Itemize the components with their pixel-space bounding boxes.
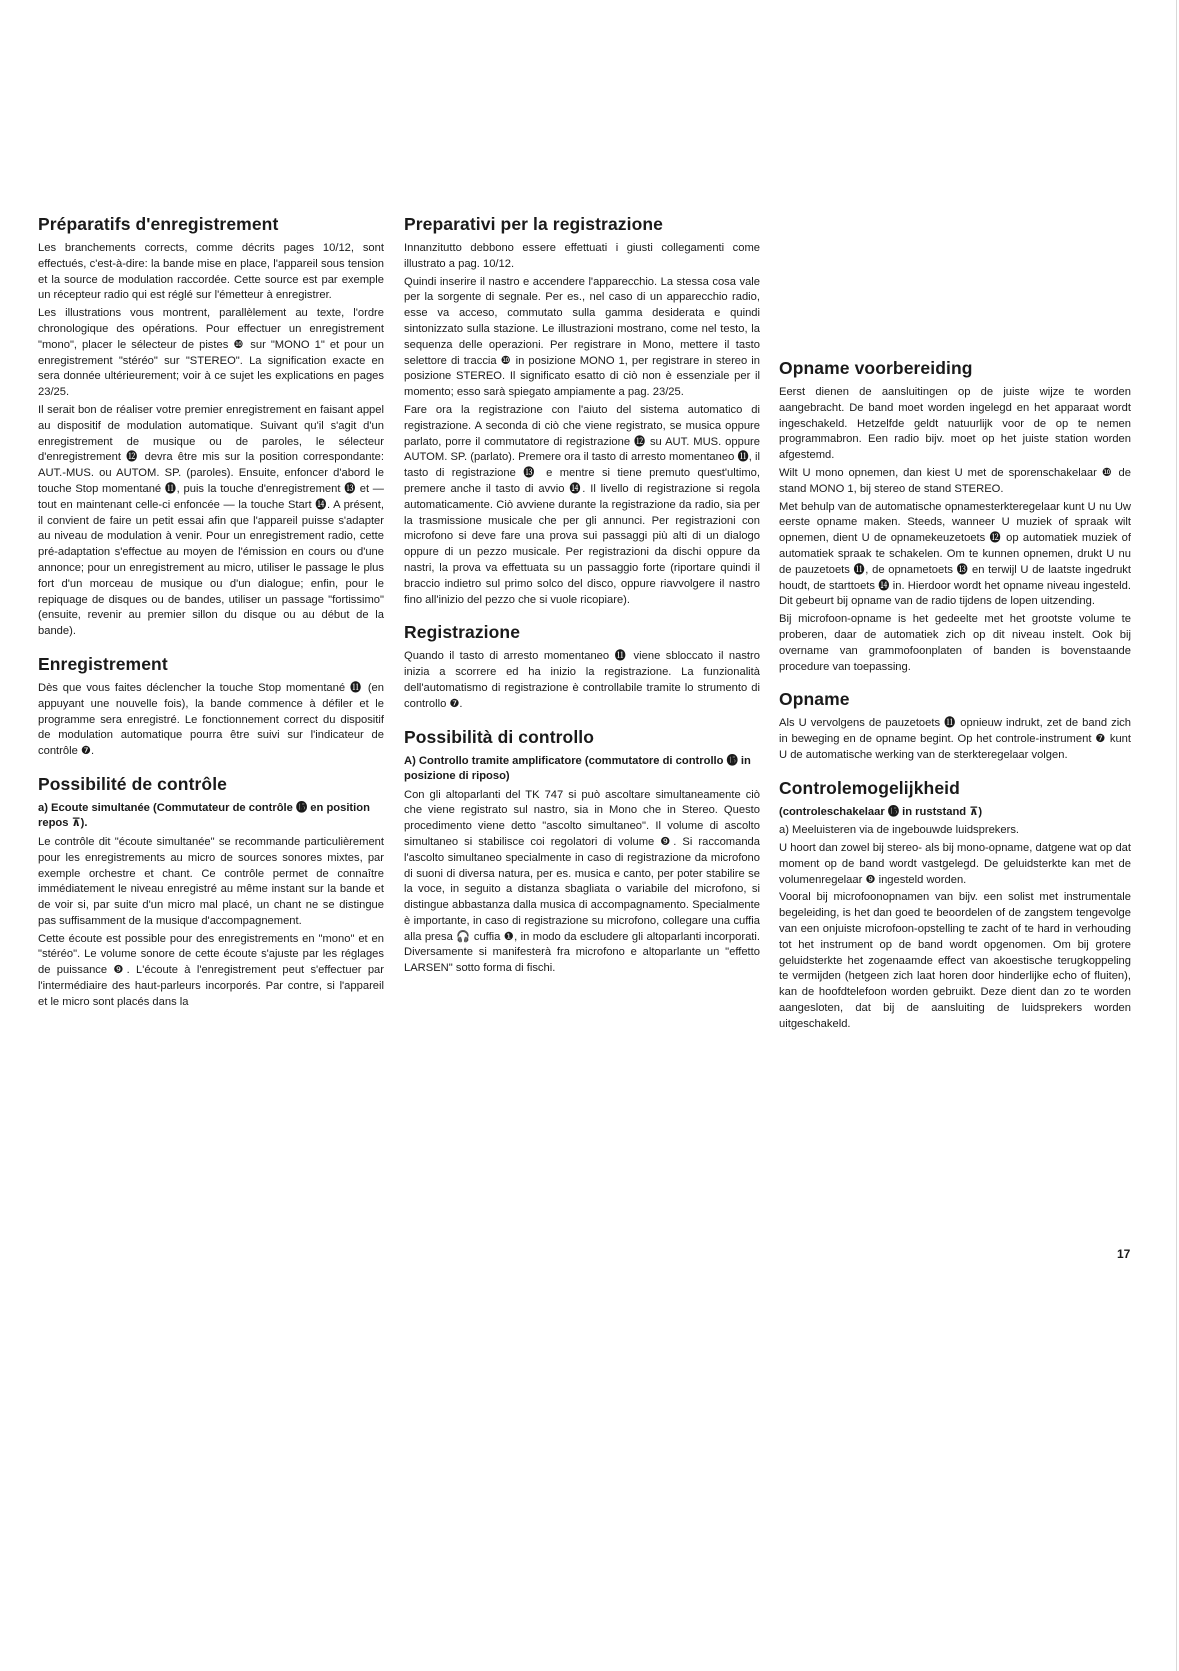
nl-preparation-paragraph-2: Wilt U mono opnemen, dan kiest U met de sporenschakelaar ❿ de stand MONO 1, bij stereo de stand STEREO. (779, 466, 1131, 495)
nl-monitoring-paragraph-1: U hoort dan zowel bij stereo- als bij mono-opname, datgene wat op dat moment op de band wordt vastgelegd. De geluidsterkte kan met de volumenregelaar ❾ ingesteld worden. (779, 842, 1131, 886)
nl-monitoring-paragraph-0: a) Meeluisteren via de ingebouwde luidsprekers. (779, 824, 1020, 837)
it-monitoring-title: Possibilità di controllo (404, 726, 595, 747)
fr-monitoring-paragraph-1: Le contrôle dit "écoute simultanée" se recommande particulièrement pour les enregistrements au micro de sources sonores mixtes, par exemple orchestre et chant. Ce contrôle permet de connaître immédiatement le niveau enregistré au même instant sur la bande et de voir si, par suite d'un micro mal placé, un chant ne se distingue pas suffisamment de la musique d'accompagnement. (38, 835, 384, 927)
fr-monitoring-paragraph-2: Cette écoute est possible pour des enregistrements en "mono" et en "stéréo". Le volume sonore de cette écoute s'ajuste par les réglages de puissance ❾. L'écoute à l'enregistrement peut s'effectuer par l'intermédiaire des haut-parleurs incorporés. Par contre, si l'appareil et le micro sont placés dans la (38, 932, 384, 1008)
it-preparation-paragraph-2: Quindi inserire il nastro e accendere l'apparecchio. La stessa cosa vale per la sorgente di segnale. Per es., nel caso di un apparecchio radio, esse va acceso, commutato sulla gamma desiderata e quindi sintonizzato sulla stazione. Le illustrazioni mostrano, come nel testo, la sequenza delle operazioni. Per registrare in Mono, mettere il tasto selettore di traccia ❿ in posizione MONO 1, per registrare in stereo in posizione STEREO. Il significato esatto di ciò non è essenziale per il momento; esso sarà spiegato ampiamente a pag. 23/25. (404, 275, 760, 399)
fr-recording-paragraph: Dès que vous faites déclencher la touche Stop momentané ⓫ (en appuyant une nouvelle fois), la bande commence à défiler et le programme sera enregistré. Le fonctionnement correct du dispositif de modulation automatique pourra être suivi sur l'indicateur de contrôle ❼. (38, 681, 384, 758)
it-recording-paragraph: Quando il tasto di arresto momentaneo ⓫ viene sbloccato il nastro inizia a scorrere ed ha inizio la registrazione. La funzionalità dell'automatismo di registrazione è controllabile tramite lo strumento di controllo ❼. (404, 650, 760, 710)
dutch-column (779, 358, 1131, 1033)
it-preparation-paragraph-3: Fare ora la registrazione con l'aiuto del sistema automatico di registrazione. A seconda di ciò che viene registrato, se musica oppure parlato, porre il commutatore di registrazione ⓬ su AUT. MUS. oppure AUTOM. SP. (parlato). Premere ora il tasto di arresto momentaneo ⓫, il tasto di registrazione ⓭ e mentre si tiene premuto quest'ultimo, premere anche il tasto di avvio ⓮. Il livello di registrazione si regola automaticamente. Ciò avviene durante la registrazione da radio, sia per la trasmissione musicale che per gli annunci. Per registrazioni con microfono si deve fare una prova sui passaggi più alti di un dialogo oppure di un pezzo musicale. Per registrazioni da dischi oppure da nastri, la prova va effettuata su un passaggio forte (riportare quindi il braccio indietro sul primo solco del disco, oppure riavvolgere il nastro fino all'inizio del pezzo che si vuole ricopiare). (404, 403, 760, 606)
french-column (38, 214, 384, 1011)
it-monitoring-paragraph-1: Con gli altoparlanti del TK 747 si può ascoltare simultaneamente ciò che viene registrato sul nastro, sia in Mono che in Stereo. Questo procedimento viene detto "ascolto simultaneo". Il volume di ascolto simultaneo si stabilisce coi regolatori di volume ❾. Si raccomanda l'ascolto simultaneo specialmente in caso di registrazione da microfono di suoni di diversa natura, per es. musica e canto, per poter stabilire se la voce, in seguito a distanza sbagliata o variabile del microfono, si distingue abbastanza dalla musica di accompagnamento. Specialmente è importante, in caso di registrazione su microfono, collegare una cuffia alla presa 🎧 cuffia ❶, in modo da escludere gli altoparlanti incorporati. Diversamente si manifesterà fra microfono e altoparlante un "effetto LARSEN" sotto forma di fischi. (404, 788, 760, 975)
nl-recording-paragraph: Als U vervolgens de pauzetoets ⓫ opnieuw indrukt, zet de band zich in beweging en de opname begint. Op het controle-instrument ❼ kunt U de automatische werking van de sterkteregelaar volgen. (779, 717, 1131, 761)
nl-preparation-paragraph-4: Bij microfoon-opname is het gedeelte met het grootste volume te proberen, daar de automatiek zich op dit niveau instelt. Ook bij overname van grammofoonplaten of banden is bovenstaande procedure van toepassing. (779, 613, 1131, 673)
nl-monitoring-title: Controlemogelijkheid (779, 777, 960, 798)
it-preparation-paragraph-1: Innanzitutto debbono essere effettuati i giusti collegamenti come illustrato a pag. 10/12. (404, 242, 760, 270)
fr-monitoring-subtitle: a) Ecoute simultanée (Commutateur de contrôle ⓯ en position repos ⊼). (38, 801, 370, 830)
nl-preparation-title: Opname voorbereiding (779, 358, 973, 378)
fr-monitoring-title: Possibilité de contrôle (38, 773, 228, 794)
fr-preparation-paragraph-3: Il serait bon de réaliser votre premier enregistrement en faisant appel au dispositif de modulation automatique. Suivant qu'il s'agit d'un enregistrement de musique ou de paroles, le sélecteur d'enregistrement ⓬ devra être mis sur la position correspondante: AUT.-MUS. ou AUTOM. SP. (paroles). Ensuite, enfoncer d'abord le touche Stop momentané ⓫, puis la touche d'enregistrement ⓭ et — tout en maintenant celle-ci enfoncée — la touche Start ⓮. A présent, il convient de faire un petit essai afin que l'appareil puisse s'adapter au niveau de modulation à venir. Pour un enregistrement radio, cette pré-adaptation s'effectue au moyen de l'émission en cours ou d'une annonce; pour un enregistrement au micro, utiliser le passage le plus fort d'un morceau de musique ou d'un dialogue; enfin, pour le repiquage de disques ou de bandes, utiliser un passage "fortissimo" (ensuite, revenir au premier sillon du disque ou au début de la bande). (38, 403, 384, 638)
nl-preparation-paragraph-1: Eerst dienen de aansluitingen op de juiste wijze te worden aangebracht. De band moet worden ingelegd en het apparaat wordt ingeschakeld. Hetzelfde geldt natuurlijk voor de op te nemen programmabron. Een radio bijv. moet op het juiste station worden afgestemd. (779, 386, 1131, 462)
nl-recording-title: Opname (779, 689, 850, 710)
italian-column (404, 214, 760, 977)
nl-monitoring-subtitle: (controleschakelaar ⓯ in ruststand ⊼) (779, 805, 983, 818)
it-monitoring-subtitle: A) Controllo tramite amplificatore (commutatore di controllo ⓯ in posizione di riposo) (404, 754, 751, 783)
fr-preparation-paragraph-1: Les branchements corrects, comme décrits pages 10/12, sont effectués, c'est-à-dire: la bande mise en place, l'appareil sous tension et la source de modulation raccordée. Cette source est par exemple un récepteur radio qui est réglé sur l'émetteur à enregistrer. (38, 242, 384, 302)
it-preparation-title: Preparativi per la registrazione (404, 214, 664, 234)
nl-preparation-paragraph-3: Met behulp van de automatische opnamesterkteregelaar kunt U nu Uw eerste opname maken. Steeds, wanneer U muziek of spraak wilt opnemen, dient U de opnamekeuzetoets ⓬ op automatiek muziek of automatiek spraak te schakelen. Om te kunnen opnemen, drukt U nu de pauzetoets ⓫, de opnametoets ⓭ en terwijl U de laatste ingedrukt houdt, de starttoets ⓮ in. Hierdoor wordt het opname niveau ingesteld. Dit gebeurt bij opname van de radio tijdens de lopen uitzending. (779, 500, 1131, 608)
nl-monitoring-paragraph-2: Vooral bij microfoonopnamen van bijv. een solist met instrumentale begeleiding, is het dan goed te beoordelen of de zangstem tengevolge van een onjuiste microfoon-opstelling te zacht of te hard in verhouding tot het instrument op de band wordt opgenomen. Om bij grotere geluidsterkte het zogenaamde effect van akoestische terugkoppeling te vermijden (hetgeen zich laat horen door hinderlijke echo of fluiten), kan de hoofdtelefoon worden gebruikt. Deze dient dan zo te worden aangesloten, dat bij de aansluiting de luidsprekers worden uitgeschakeld. (779, 891, 1131, 1030)
page-edge (1176, 0, 1177, 1671)
it-recording-title: Registrazione (404, 622, 521, 643)
page-number: 17 (1117, 1247, 1131, 1261)
fr-preparation-title: Préparatifs d'enregistrement (38, 214, 279, 234)
fr-recording-title: Enregistrement (38, 653, 168, 674)
fr-preparation-paragraph-2: Les illustrations vous montrent, parallèlement au texte, l'ordre chronologique des opérations. Pour effectuer un enregistrement "mono", placer le sélecteur de pistes ❿ sur "MONO 1" et pour un enregistrement "stéréo" sur "STEREO". La signification exacte en sera donnée ultérieurement; voir à ce sujet les explications en pages 23/25. (38, 307, 384, 399)
